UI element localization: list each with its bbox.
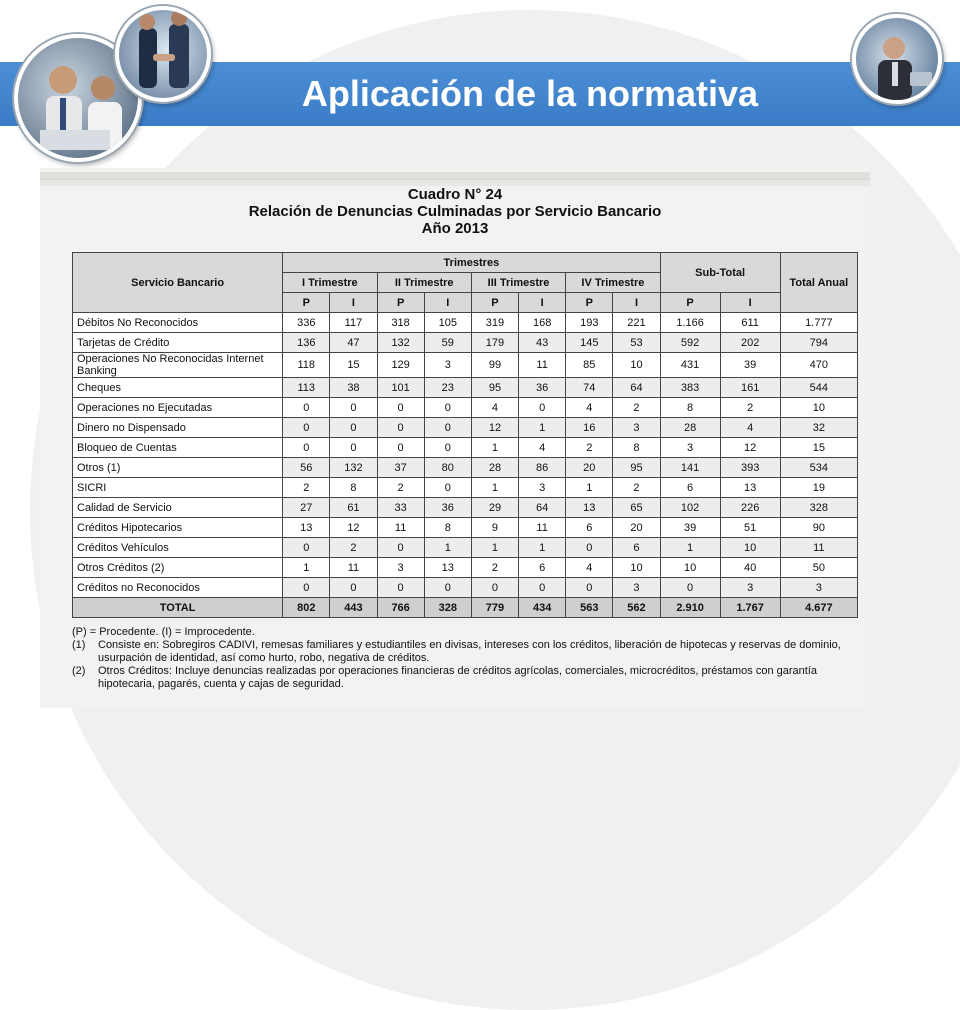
- row-value: 2: [471, 558, 518, 578]
- row-value: 0: [377, 578, 424, 598]
- row-total: 50: [780, 558, 857, 578]
- row-value: 4: [471, 398, 518, 418]
- row-value: 23: [424, 378, 471, 398]
- row-value: 1.166: [660, 313, 720, 333]
- row-value: 0: [471, 578, 518, 598]
- row-value: 95: [471, 378, 518, 398]
- row-value: 2: [720, 398, 780, 418]
- row-value: 27: [283, 498, 330, 518]
- table-row: [73, 498, 858, 518]
- row-value: 4: [566, 558, 613, 578]
- cuadro-year: Año 2013: [421, 220, 489, 237]
- row-value: 8: [613, 438, 660, 458]
- header-p: P: [377, 293, 424, 313]
- table-row: [73, 458, 858, 478]
- header-i: I: [519, 293, 566, 313]
- total-value: 802: [283, 598, 330, 618]
- row-value: 28: [660, 418, 720, 438]
- table-row: [73, 438, 858, 458]
- row-service-name: Calidad de Servicio: [73, 498, 283, 518]
- row-value: 6: [519, 558, 566, 578]
- row-value: 20: [613, 518, 660, 538]
- row-value: 0: [519, 398, 566, 418]
- row-value: 85: [566, 353, 613, 378]
- table-row: [73, 378, 858, 398]
- row-service-name: Créditos no Reconocidos: [73, 578, 283, 598]
- row-value: 1: [471, 438, 518, 458]
- row-value: 318: [377, 313, 424, 333]
- row-value: 0: [330, 398, 377, 418]
- row-value: 132: [330, 458, 377, 478]
- handshake-photo-icon: [115, 6, 211, 102]
- row-value: 43: [519, 333, 566, 353]
- row-value: 61: [330, 498, 377, 518]
- row-value: 221: [613, 313, 660, 333]
- row-value: 0: [330, 418, 377, 438]
- row-value: 56: [283, 458, 330, 478]
- denuncias-table: [72, 252, 858, 618]
- row-value: 336: [283, 313, 330, 333]
- table-row: [73, 578, 858, 598]
- table-row: [73, 398, 858, 418]
- row-value: 10: [660, 558, 720, 578]
- row-value: 36: [519, 378, 566, 398]
- row-value: 393: [720, 458, 780, 478]
- row-service-name: Operaciones No Reconocidas Internet Banking: [73, 353, 283, 378]
- row-total: 794: [780, 333, 857, 353]
- scanned-document: [40, 168, 870, 708]
- row-value: 1: [519, 538, 566, 558]
- row-total: 470: [780, 353, 857, 378]
- row-value: 3: [424, 353, 471, 378]
- row-value: 2: [283, 478, 330, 498]
- row-value: 132: [377, 333, 424, 353]
- row-value: 319: [471, 313, 518, 333]
- row-value: 8: [330, 478, 377, 498]
- row-value: 59: [424, 333, 471, 353]
- row-value: 0: [283, 578, 330, 598]
- row-value: 0: [377, 538, 424, 558]
- header-p: P: [660, 293, 720, 313]
- faded-text-line: [40, 178, 870, 186]
- header-i: I: [613, 293, 660, 313]
- row-total: 19: [780, 478, 857, 498]
- total-value: 562: [613, 598, 660, 618]
- total-anual-value: 4.677: [780, 598, 857, 618]
- row-value: 1: [424, 538, 471, 558]
- table-row: [73, 313, 858, 333]
- row-value: 3: [720, 578, 780, 598]
- row-value: 1: [471, 538, 518, 558]
- header-quarter: III Trimestre: [471, 273, 565, 293]
- row-service-name: Operaciones no Ejecutadas: [73, 398, 283, 418]
- table-row: [73, 478, 858, 498]
- row-value: 2: [566, 438, 613, 458]
- row-value: 145: [566, 333, 613, 353]
- row-total: 10: [780, 398, 857, 418]
- total-value: 328: [424, 598, 471, 618]
- row-value: 38: [330, 378, 377, 398]
- note-1: [72, 639, 858, 665]
- row-value: 10: [720, 538, 780, 558]
- row-value: 383: [660, 378, 720, 398]
- row-value: 3: [660, 438, 720, 458]
- row-value: 12: [720, 438, 780, 458]
- total-value: 563: [566, 598, 613, 618]
- row-value: 431: [660, 353, 720, 378]
- row-value: 1: [566, 478, 613, 498]
- row-value: 226: [720, 498, 780, 518]
- row-value: 3: [377, 558, 424, 578]
- row-value: 0: [566, 578, 613, 598]
- row-value: 64: [519, 498, 566, 518]
- row-value: 2: [613, 478, 660, 498]
- row-value: 11: [377, 518, 424, 538]
- row-value: 6: [660, 478, 720, 498]
- row-value: 3: [613, 418, 660, 438]
- row-total: 544: [780, 378, 857, 398]
- note-key: (1): [72, 639, 86, 651]
- row-value: 129: [377, 353, 424, 378]
- row-value: 0: [283, 438, 330, 458]
- row-value: 47: [330, 333, 377, 353]
- row-value: 1: [471, 478, 518, 498]
- row-value: 0: [424, 418, 471, 438]
- table-row: [73, 518, 858, 538]
- total-value: 779: [471, 598, 518, 618]
- row-value: 51: [720, 518, 780, 538]
- row-total: 32: [780, 418, 857, 438]
- businessman-photo-icon: [852, 14, 942, 104]
- row-value: 99: [471, 353, 518, 378]
- row-value: 86: [519, 458, 566, 478]
- row-value: 179: [471, 333, 518, 353]
- row-value: 11: [519, 353, 566, 378]
- row-value: 0: [377, 398, 424, 418]
- row-value: 4: [519, 438, 566, 458]
- cuadro-heading: Cuadro N° 24: [407, 186, 503, 203]
- row-value: 118: [283, 353, 330, 378]
- total-label: TOTAL: [73, 598, 283, 618]
- header-p: P: [566, 293, 613, 313]
- row-value: 202: [720, 333, 780, 353]
- row-value: 9: [471, 518, 518, 538]
- row-value: 4: [566, 398, 613, 418]
- note-key: (2): [72, 665, 86, 677]
- row-service-name: Dinero no Dispensado: [73, 418, 283, 438]
- header-quarter: IV Trimestre: [566, 273, 660, 293]
- row-value: 39: [660, 518, 720, 538]
- header-i: I: [720, 293, 780, 313]
- row-value: 10: [613, 558, 660, 578]
- row-total: 90: [780, 518, 857, 538]
- table-notes: [72, 626, 858, 691]
- row-value: 0: [377, 418, 424, 438]
- row-value: 0: [330, 438, 377, 458]
- header-total-anual: Total Anual: [780, 253, 857, 313]
- row-value: 193: [566, 313, 613, 333]
- header-servicio: Servicio Bancario: [73, 253, 283, 313]
- row-total: 1.777: [780, 313, 857, 333]
- row-value: 53: [613, 333, 660, 353]
- row-value: 136: [283, 333, 330, 353]
- row-value: 15: [330, 353, 377, 378]
- row-value: 611: [720, 313, 780, 333]
- row-service-name: Cheques: [73, 378, 283, 398]
- note-legend: [72, 626, 858, 639]
- row-value: 64: [613, 378, 660, 398]
- table-row: [73, 538, 858, 558]
- row-value: 0: [660, 578, 720, 598]
- row-value: 2: [377, 478, 424, 498]
- total-value: 2.910: [660, 598, 720, 618]
- row-value: 2: [613, 398, 660, 418]
- row-service-name: Tarjetas de Crédito: [73, 333, 283, 353]
- row-value: 141: [660, 458, 720, 478]
- row-value: 13: [566, 498, 613, 518]
- row-value: 11: [330, 558, 377, 578]
- header-quarter: I Trimestre: [283, 273, 377, 293]
- row-total: 3: [780, 578, 857, 598]
- total-row: [73, 598, 858, 618]
- row-value: 12: [330, 518, 377, 538]
- row-value: 113: [283, 378, 330, 398]
- row-value: 33: [377, 498, 424, 518]
- slide-title: Aplicación de la normativa: [301, 73, 759, 114]
- row-value: 2: [330, 538, 377, 558]
- cuadro-subtitle: Relación de Denuncias Culminadas por Servicio Bancario: [248, 203, 662, 220]
- total-value: 443: [330, 598, 377, 618]
- row-total: 534: [780, 458, 857, 478]
- row-value: 0: [283, 398, 330, 418]
- row-value: 12: [471, 418, 518, 438]
- row-value: 101: [377, 378, 424, 398]
- note-text: Otros Créditos: Incluye denuncias realizadas por operaciones financieras de créditos agrícolas, comerciales, microcréditos, préstamos con garantía hipotecaria, pagarés, cuenta y cajas de seguridad.: [98, 665, 818, 690]
- row-value: 0: [330, 578, 377, 598]
- row-value: 74: [566, 378, 613, 398]
- note-text: Consiste en: Sobregiros CADIVI, remesas familiares y estudiantiles en divisas, intereses con los créditos, liberación de hipotecas y reservas de dominio, usurpación de identidad, así como hurto, robo, negativa de créditos.: [98, 639, 841, 664]
- row-service-name: Créditos Hipotecarios: [73, 518, 283, 538]
- row-value: 37: [377, 458, 424, 478]
- row-value: 0: [424, 398, 471, 418]
- row-value: 3: [613, 578, 660, 598]
- row-value: 13: [424, 558, 471, 578]
- table-row: [73, 558, 858, 578]
- table-row: [73, 333, 858, 353]
- row-service-name: Bloqueo de Cuentas: [73, 438, 283, 458]
- row-value: 20: [566, 458, 613, 478]
- row-value: 1: [660, 538, 720, 558]
- row-value: 80: [424, 458, 471, 478]
- row-value: 105: [424, 313, 471, 333]
- row-value: 36: [424, 498, 471, 518]
- note-2: [72, 665, 858, 691]
- row-value: 3: [519, 478, 566, 498]
- row-value: 65: [613, 498, 660, 518]
- header-p: P: [283, 293, 330, 313]
- row-value: 168: [519, 313, 566, 333]
- row-value: 592: [660, 333, 720, 353]
- row-value: 95: [613, 458, 660, 478]
- row-service-name: Otros Créditos (2): [73, 558, 283, 578]
- row-value: 0: [519, 578, 566, 598]
- note-text: (P) = Procedente. (I) = Improcedente.: [72, 626, 255, 638]
- row-value: 102: [660, 498, 720, 518]
- row-value: 16: [566, 418, 613, 438]
- row-value: 13: [283, 518, 330, 538]
- row-value: 8: [424, 518, 471, 538]
- row-total: 15: [780, 438, 857, 458]
- table-row: [73, 353, 858, 378]
- row-total: 328: [780, 498, 857, 518]
- header-i: I: [330, 293, 377, 313]
- row-value: 117: [330, 313, 377, 333]
- row-value: 1: [283, 558, 330, 578]
- row-value: 28: [471, 458, 518, 478]
- row-value: 1: [519, 418, 566, 438]
- row-service-name: Créditos Vehículos: [73, 538, 283, 558]
- table-row: [73, 418, 858, 438]
- row-value: 40: [720, 558, 780, 578]
- row-value: 39: [720, 353, 780, 378]
- row-value: 161: [720, 378, 780, 398]
- row-value: 29: [471, 498, 518, 518]
- row-service-name: Otros (1): [73, 458, 283, 478]
- row-value: 10: [613, 353, 660, 378]
- header-trimestres: Trimestres: [283, 253, 660, 273]
- header-p: P: [471, 293, 518, 313]
- row-value: 0: [424, 578, 471, 598]
- row-value: 8: [660, 398, 720, 418]
- header-i: I: [424, 293, 471, 313]
- header-quarter: II Trimestre: [377, 273, 471, 293]
- row-value: 0: [566, 538, 613, 558]
- row-service-name: SICRI: [73, 478, 283, 498]
- total-value: 1.767: [720, 598, 780, 618]
- row-value: 0: [424, 438, 471, 458]
- row-value: 0: [283, 538, 330, 558]
- row-value: 0: [283, 418, 330, 438]
- row-total: 11: [780, 538, 857, 558]
- row-value: 4: [720, 418, 780, 438]
- row-value: 11: [519, 518, 566, 538]
- row-value: 0: [424, 478, 471, 498]
- row-service-name: Débitos No Reconocidos: [73, 313, 283, 333]
- header-subtotal: Sub-Total: [660, 253, 780, 293]
- total-value: 766: [377, 598, 424, 618]
- row-value: 0: [377, 438, 424, 458]
- total-value: 434: [519, 598, 566, 618]
- row-value: 6: [566, 518, 613, 538]
- row-value: 6: [613, 538, 660, 558]
- row-value: 13: [720, 478, 780, 498]
